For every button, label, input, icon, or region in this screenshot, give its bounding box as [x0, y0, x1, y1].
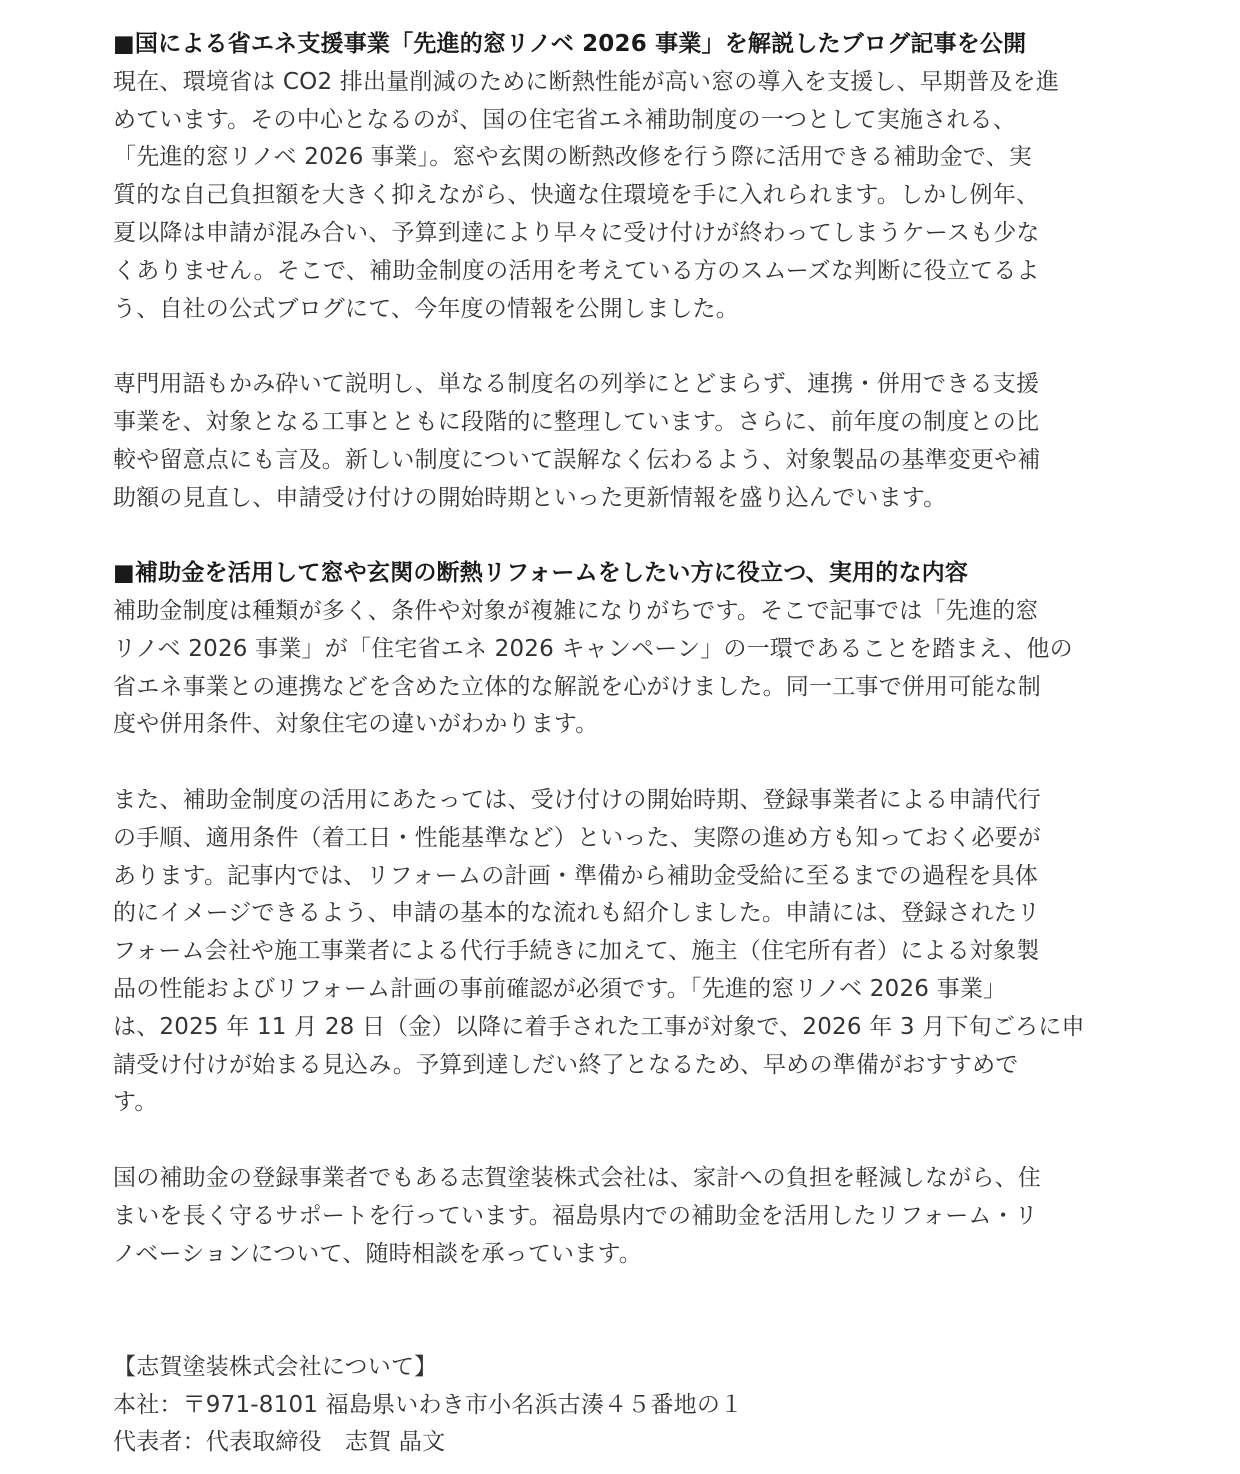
paragraph-line: あります。記事内では、リフォームの計画・準備から補助金受給に至るまでの過程を具体: [113, 862, 1039, 889]
paragraph-line: くありません。そこで、補助金制度の活用を考えている方のスムーズな判断に役立てるよ: [113, 257, 1040, 284]
section-1-paragraph-1: [113, 64, 1128, 329]
section-2-heading: ■補助金を活用して窓や玄関の断熱リフォームをしたい方に役立つ、実用的な内容: [113, 560, 969, 587]
section-2-paragraph-3: [113, 1160, 1128, 1273]
section-2-paragraph-2: [113, 782, 1128, 1122]
paragraph-line: まいを長く守るサポートを行っています。福島県内での補助金を活用したリフォーム・リ: [113, 1202, 1039, 1229]
paragraph-line: 質的な自己負担額を大きく抑えながら、快適な住環境を手に入れられます。しかし例年、: [113, 182, 1040, 209]
company-info-title: 【志賀塗装株式会社について】: [113, 1353, 438, 1380]
section-gap: [113, 517, 1128, 555]
paragraph-line: 事業を、対象となる工事とともに段階的に整理しています。さらに、前年度の制度との比: [113, 408, 1040, 435]
paragraph-line: 的にイメージできるよう、申請の基本的な流れも紹介しました。申請には、登録されたリ: [113, 900, 1041, 927]
paragraph-line: 専門用語もかみ砕いて説明し、単なる制度名の列挙にとどまらず、連携・併用できる支援: [113, 371, 1040, 398]
paragraph-line: う、自社の公式ブログにて、今年度の情報を公開しました。: [113, 295, 739, 322]
section-gap: [113, 1273, 1128, 1349]
section-2-paragraph-1: [113, 593, 1128, 744]
paragraph-line: リノベ 2026 事業」が「住宅省エネ 2026 キャンペーン」の一環であることを踏まえ、他の: [113, 635, 1073, 662]
paragraph-line: 「先進的窓リノベ 2026 事業」。窓や玄関の断熱改修を行う際に活用できる補助金で、実: [113, 144, 1032, 171]
paragraph-line: 省エネ事業との連携などを含めた立体的な解説を心がけました。同一工事で併用可能な制: [113, 673, 1041, 700]
paragraph-line: フォーム会社や施工事業者による代行手続きに加えて、施主（住宅所有者）による対象製: [113, 938, 1040, 965]
paragraph-line: めています。その中心となるのが、国の住宅省エネ補助制度の一つとして実施される、: [113, 106, 1016, 133]
paragraph-line: 較や留意点にも言及。新しい制度について誤解なく伝わるよう、対象製品の基準変更や補: [113, 446, 1041, 473]
paragraph-line: の手順、適用条件（着工日・性能基準など）といった、実際の進め方も知っておく必要が: [113, 824, 1041, 851]
paragraph-line: 夏以降は申請が混み合い、予算到達により早々に受け付けが終わってしまうケースも少な: [113, 219, 1040, 246]
paragraph-line: 現在、環境省は CO2 排出量削減のために断熱性能が高い窓の導入を支援し、早期普及を進: [113, 68, 1060, 95]
company-representative: 代表者：代表取締役 志賀 晶文: [113, 1429, 446, 1456]
paragraph-gap: [113, 744, 1128, 782]
paragraph-line: 度や併用条件、対象住宅の違いがわかります。: [113, 711, 599, 738]
paragraph-line: は、2025 年 11 月 28 日（金）以降に着手された工事が対象で、2026 年 3 月下旬ごろに申: [113, 1013, 1085, 1040]
paragraph-line: 助額の見直し、申請受け付けの開始時期といった更新情報を盛り込んでいます。: [113, 484, 947, 511]
paragraph-line: 請受け付けが始まる見込み。予算到達しだい終了となるため、早めの準備がおすすめで: [113, 1051, 1019, 1078]
paragraph-line: 品の性能およびリフォーム計画の事前確認が必須です。「先進的窓リノベ 2026 事業」: [113, 975, 1007, 1002]
section-2: [113, 555, 1128, 1273]
press-release-article: [113, 26, 1128, 1462]
paragraph-gap: [113, 1122, 1128, 1160]
paragraph-line: また、補助金制度の活用にあたっては、受け付けの開始時期、登録事業者による申請代行: [113, 786, 1041, 813]
company-address: 本社：〒971-8101 福島県いわき市小名浜古湊４５番地の１: [113, 1391, 744, 1418]
paragraph-line: 補助金制度は種類が多く、条件や対象が複雑になりがちです。そこで記事では「先進的窓: [113, 597, 1039, 624]
paragraph-line: ノベーションについて、随時相談を承っています。: [113, 1240, 642, 1267]
paragraph-gap: [113, 328, 1128, 366]
paragraph-line: す。: [113, 1089, 158, 1116]
section-1-paragraph-2: [113, 366, 1128, 517]
company-info: [113, 1349, 1128, 1462]
section-1: [113, 26, 1128, 517]
section-1-heading: ■国による省エネ支援事業「先進的窓リノベ 2026 事業」を解説したブログ記事を公開: [113, 31, 1027, 57]
paragraph-line: 国の補助金の登録事業者でもある志賀塗装株式会社は、家計への負担を軽減しながら、住: [113, 1164, 1041, 1191]
